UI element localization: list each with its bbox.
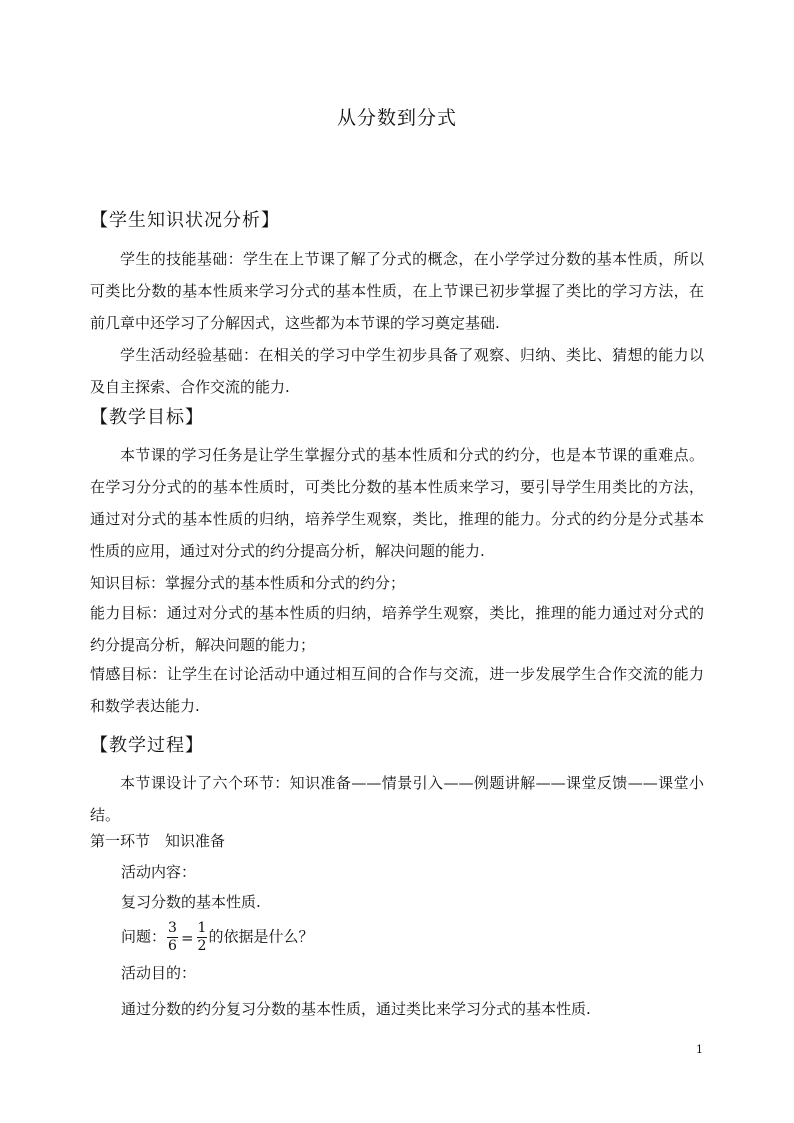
paragraph-process-overview: 本节课设计了六个环节：知识准备——情景引入——例题讲解——课堂反馈——课堂小结。 [90,774,704,824]
activity-goal-label: 活动目的： [121,964,197,982]
heading-teaching-process: 【教学过程】 [90,735,204,756]
paragraph-learning-task: 本节课的学习任务是让学生掌握分式的基本性质和分式的约分，也是本节课的重难点。在学习分分式的的基本性质时，可类比分数的基本性质来学习，要引导学生用类比的方法，通过对分式的基本性质的归纳，培养学生观察，类比，推理的能力。分式的约分是分式基本性质的应用，通过对分式的约分提高分析，解决问题的能力. [90,446,704,560]
heading-teaching-goals: 【教学目标】 [90,407,204,428]
page-number: 1 [696,1043,703,1056]
fraction-numerator: 3 [168,920,177,936]
fraction-denominator: 2 [197,938,207,954]
step-one-title: 第一环节 知识准备 [90,832,226,850]
paragraph-skill-basis: 学生的技能基础：学生在上节课了解了分式的概念，在小学学过分数的基本性质，所以可类比分数的基本性质来学习分式的基本性质，在上节课已初步掌握了类比的学习方法，在前几章中还学习了分解因式，这些都为本节课的学习奠定基础. [90,250,704,332]
ability-goal: 能力目标：通过对分式的基本性质的归纳，培养学生观察，类比，推理的能力通过对分式的约分提高分析，解决问题的能力； [90,604,704,654]
fraction-three-sixths [167,920,178,955]
question-line [121,920,313,955]
question-label: 问题： [121,927,167,946]
fraction-numerator: 1 [197,920,207,936]
equals-sign: = [180,928,194,947]
activity-goal-text: 通过分数的约分复习分数的基本性质，通过类比来学习分式的基本性质. [121,1000,591,1018]
review-fraction-property: 复习分数的基本性质. [121,893,261,911]
document-title: 从分数到分式 [336,107,457,129]
emotion-goal: 情感目标：让学生在讨论活动中通过相互间的合作与交流，进一步发展学生合作交流的能力和数学表达能力. [90,665,704,715]
activity-content-label: 活动内容： [121,863,197,881]
question-suffix: 的依据是什么？ [208,927,314,946]
knowledge-goal: 知识目标：掌握分式的基本性质和分式的约分； [90,574,406,592]
paragraph-experience-basis: 学生活动经验基础：在相关的学习中学生初步具备了观察、归纳、类比、猜想的能力以及自主探索、合作交流的能力. [90,346,704,396]
heading-student-analysis: 【学生知识状况分析】 [90,210,280,231]
fraction-denominator: 6 [168,938,177,954]
fraction-one-half [197,920,208,955]
